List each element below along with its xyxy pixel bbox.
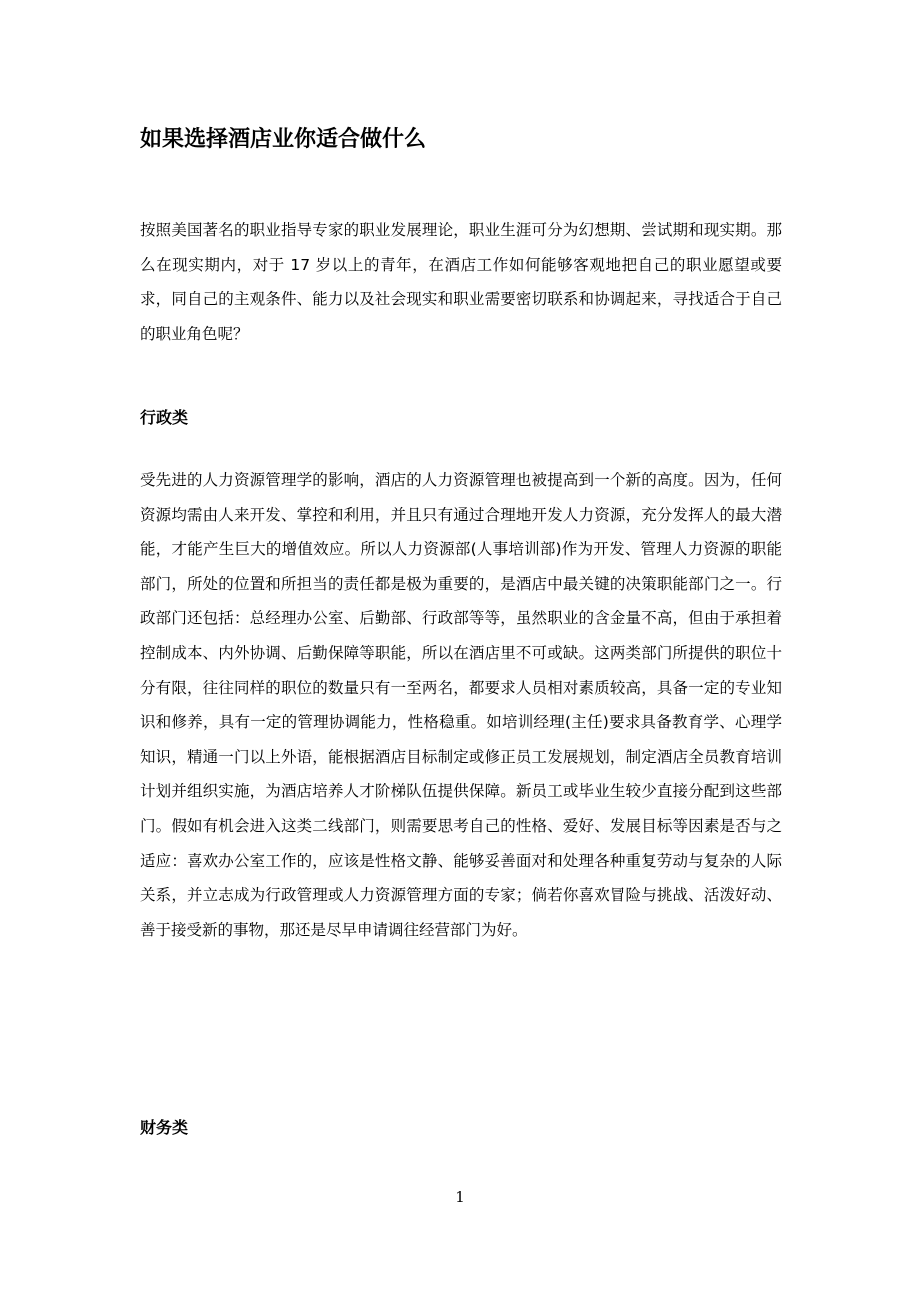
- administration-paragraph: 受先进的人力资源管理学的影响，酒店的人力资源管理也被提高到一个新的高度。因为，任何资源均需由人来开发、掌控和利用，并且只有通过合理地开发人力资源，充分发挥人的最大潜能，才能产生巨大的增值效应。所以人力资源部(人事培训部)作为开发、管理人力资源的职能部门，所处的位置和所担当的责任都是极为重要的，是酒店中最关键的决策职能部门之一。行政部门还包括：总经理办公室、后勤部、行政部等等，虽然职业的含金量不高，但由于承担着控制成本、内外协调、后勤保障等职能，所以在酒店里不可或缺。这两类部门所提供的职位十分有限，往往同样的职位的数量只有一至两名，都要求人员相对素质较高，具备一定的专业知识和修养，具有一定的管理协调能力，性格稳重。如培训经理(主任)要求具备教育学、心理学知识，精通一门以上外语，能根据酒店目标制定或修正员工发展规划，制定酒店全员教育培训计划并组织实施，为酒店培养人才阶梯队伍提供保障。新员工或毕业生较少直接分配到这些部门。假如有机会进入这类二线部门，则需要思考自己的性格、爱好、发展目标等因素是否与之适应：喜欢办公室工作的，应该是性格文静、能够妥善面对和处理各种重复劳动与复杂的人际关系，并立志成为行政管理或人力资源管理方面的专家；倘若你喜欢冒险与挑战、活泼好动、善于接受新的事物，那还是尽早申请调往经营部门为好。: [140, 471, 782, 939]
- page-number: 1: [455, 1188, 465, 1206]
- document-title: 如果选择酒店业你适合做什么: [140, 127, 427, 152]
- section-heading-finance: 财务类: [140, 1118, 189, 1137]
- section-heading-administration: 行政类: [140, 408, 189, 427]
- intro-paragraph: 按照美国著名的职业指导专家的职业发展理论，职业生涯可分为幻想期、尝试期和现实期。那么在现实期内，对于 17 岁以上的青年，在酒店工作如何能够客观地把自己的职业愿望或要求，同自己的主观条件、能力以及社会现实和职业需要密切联系和协调起来，寻找适合于自己的职业角色呢？: [140, 221, 782, 343]
